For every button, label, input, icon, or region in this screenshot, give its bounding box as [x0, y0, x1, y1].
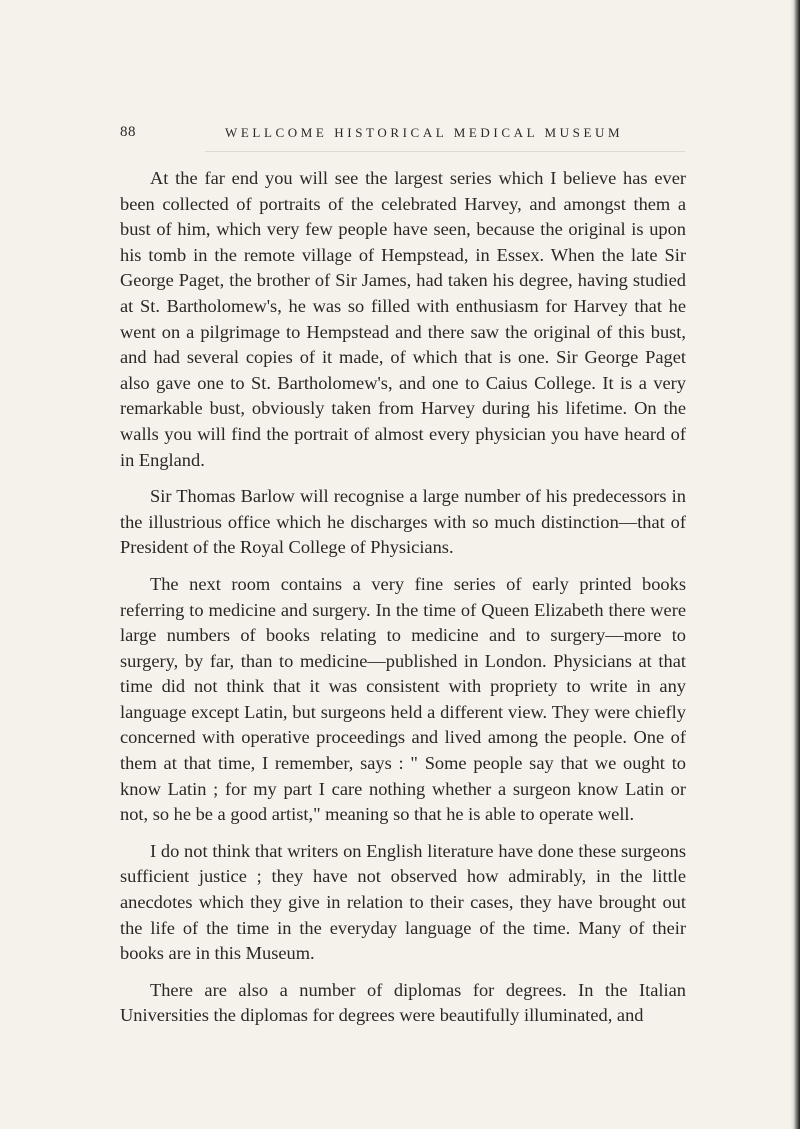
header-rule [205, 151, 685, 152]
paragraph-4: I do not think that writers on English literature have done these surgeons sufficient justice ; they have not observed how admirably, in the little anecdotes which they give in relation to their cases, they have brought out the life of the time in the everyday language of the time. Many of their books are in this Museum. [120, 840, 686, 964]
page-number: 88 [120, 124, 136, 140]
paragraph-2: Sir Thomas Barlow will recognise a large number of his predecessors in the illustrious office which he discharges with so much distinction—that of President of the Royal College of Physicians. [120, 486, 686, 558]
paragraph-5: There are also a number of diplomas for degrees. In the Italian Universities the diplomas for degrees were beautifully illuminated, and [120, 979, 686, 1026]
running-head: WELLCOME HISTORICAL MEDICAL MUSEUM [225, 125, 624, 140]
page-header [0, 124, 800, 148]
paragraph-3: The next room contains a very fine series of early printed books referring to medicine and surgery. In the time of Queen Elizabeth there were large numbers of books relating to medicine and to surgery—more to surgery, by far, than to medicine—published in London. Physicians at that time did not think that it was consistent with propriety to write in any language except Latin, but surgeons held a different view. They were chiefly concerned with operative proceedings and lived among the people. One of them at that time, I remember, says : " Some people say that we ought to know Latin ; for my part I care nothing whether a surgeon know Latin or not, so he be a good artist," meaning so that he is able to operate well. [120, 573, 686, 825]
paragraph-1: At the far end you will see the largest series which I believe has ever been collected of portraits of the celebrated Harvey, and amongst them a bust of him, which very few people have seen, because the original is upon his tomb in the remote village of Hempstead, in Essex. When the late Sir George Paget, the brother of Sir James, had taken his degree, having studied at St. Bartholomew's, he was so filled with enthusiasm for Harvey that he went on a pilgrimage to Hempstead and there saw the original of this bust, and had several copies of it made, of which that is one. Sir George Paget also gave one to St. Bartholomew's, and one to Caius College. It is a very remarkable bust, obviously taken from Harvey during his lifetime. On the walls you will find the portrait of almost every physician you have heard of in England. [120, 168, 686, 470]
body-text [120, 166, 686, 1029]
page-edge-shadow [790, 0, 800, 1129]
